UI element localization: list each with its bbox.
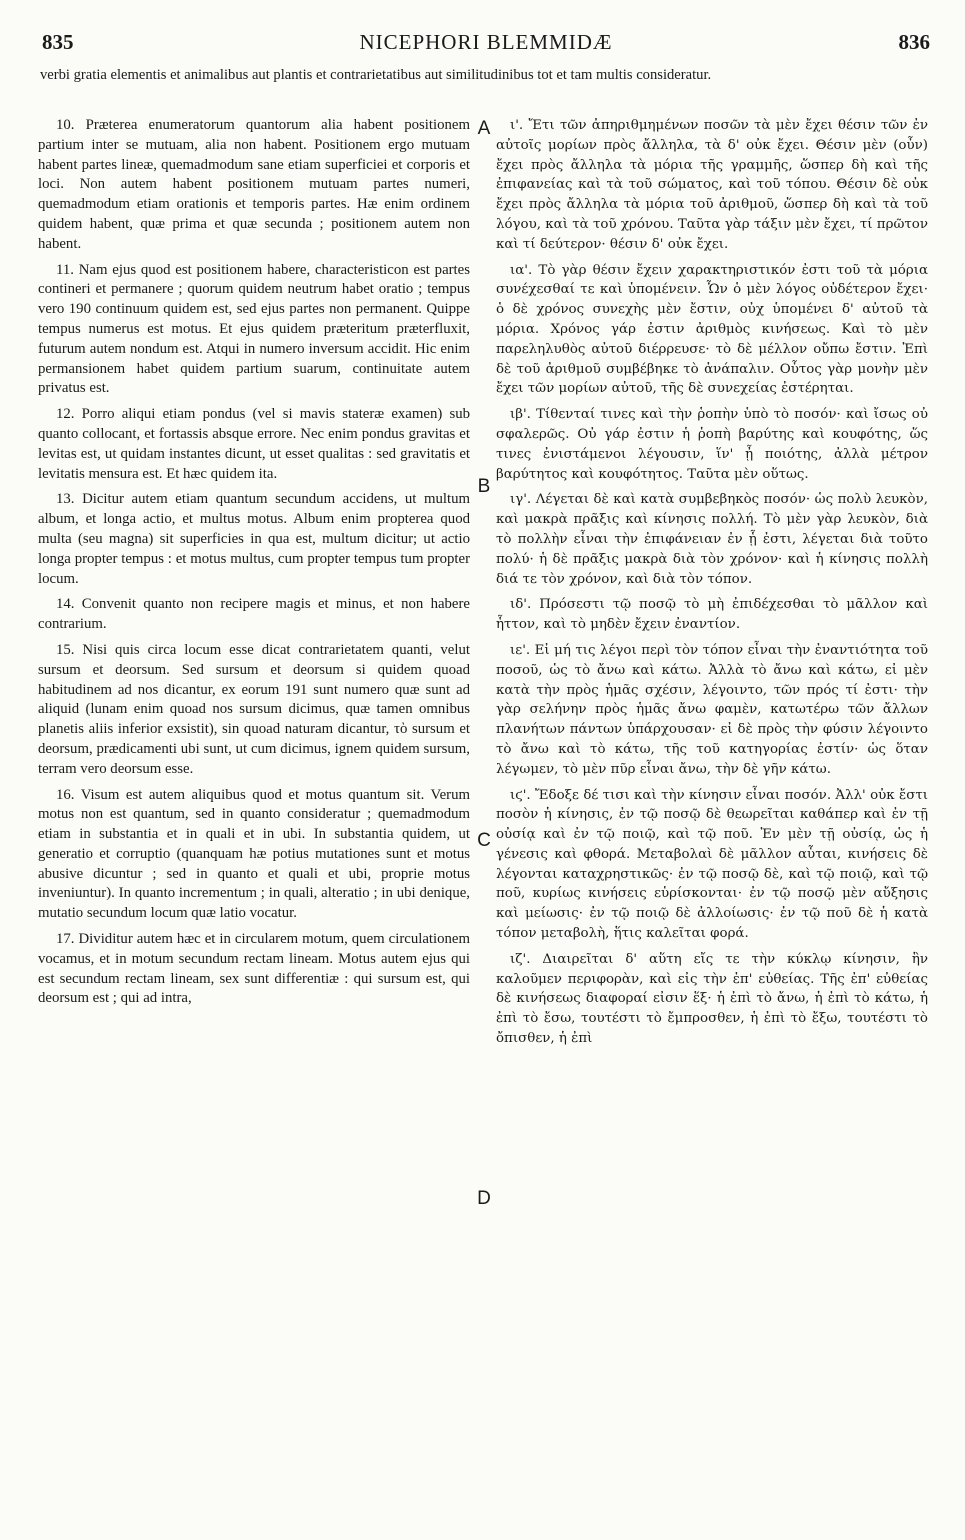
greek-paragraph-16: ιϛ'. Ἔδοξε δέ τισι καὶ τὴν κίνησιν εἶναι ποσόν. Ἀλλ' οὐκ ἔστι ποσὸν ἡ κίνησις, ἐν τῷ ποσῷ δὲ θεωρεῖται καθάπερ καὶ ἐν τῇ οὐσίᾳ καὶ ἐν τῷ ποιῷ, καὶ τῷ ποῦ. Ἐν μὲν τῇ οὐσίᾳ, ὡς ἡ γένεσις καὶ φθορά. Μεταβολαὶ δὲ μᾶλλον αὗται, κινήσεις δὲ λέγονται καταχρηστικῶς· ἐν τῷ ποσῷ δὲ, καὶ τῷ ποιῷ, καὶ τῷ ποῦ, κυρίως κινήσεις εὑρίσκονται· ἐν τῷ ποσῷ μὲν αὔξησις καὶ μείωσις· ἐν τῷ ποιῷ δὲ ἀλλοίωσις· ἐν τῷ ποῦ δὲ ἡ κατὰ τόπον μεταβολὴ, ἥτις καλεῖται φορά. bbox=[496, 787, 928, 942]
margin-mark-a: A bbox=[477, 118, 491, 139]
margin-mark-d: D bbox=[477, 1188, 491, 1209]
page-number-right: 836 bbox=[898, 30, 930, 54]
greek-paragraph-15: ιε'. Εἰ μή τις λέγοι περὶ τὸν τόπον εἶναι τὴν ἐναντιότητα τοῦ ποσοῦ, ὡς τὸ ἄνω καὶ κάτω. Ἀλλὰ τὸ ἄνω καὶ κάτω, εἰ μὲν κατὰ τὴν πρὸς ἡμᾶς σχέσιν, λέγοιντο, τῶν πρός τί ἐστι· τὴν γὰρ σελήνην πρὸς ἡμᾶς ἄνω φαμὲν, κατωτέρω τῶν ἄλλων πλανήτων πάντων ὑπάρχουσαν· εἰ δὲ πρὸς τὴν φύσιν λέγοιντο τὸ ἄνω καὶ τὸ κάτω, τῆς τοῦ κατηγορίας ἐστίν· ὡς ὅταν λέγωμεν, τὸ μὲν πῦρ εἶναι ἄνω, τὴν δὲ γῆν κάτω. bbox=[496, 642, 928, 777]
page-header bbox=[42, 30, 930, 58]
greek-paragraph-17: ιζ'. Διαιρεῖται δ' αὕτη εἴς τε τὴν κύκλῳ κίνησιν, ἣν καλοῦμεν περιφορὰν, καὶ εἰς τὴν ἐπ' εὐθείας. Τῆς ἐπ' εὐθείας δὲ κινήσεως διαφοραί εἰσιν ἕξ· ἡ ἐπὶ τὸ ἄνω, ἡ ἐπὶ τὸ κάτω, ἡ ἐπὶ τὸ ἔσω, τουτέστι τὸ ἔμπροσθεν, ἡ ἐπὶ τὸ ἔξω, τουτέστι τὸ ὄπισθεν, ἡ ἐπὶ bbox=[496, 951, 928, 1047]
greek-paragraph-10: ι'. Ἔτι τῶν ἀπηριθμημένων ποσῶν τὰ μὲν ἔχει θέσιν τῶν ἐν αὐτοῖς μορίων πρὸς ἄλληλα, τὰ δ' οὐκ ἔχει. Θέσιν μὲν (οὖν) ἔχει πρὸς ἄλληλα τὰ μόρια τῆς γραμμῆς, ὥσπερ δὴ καὶ τῆς ἐπιφανείας καὶ τὰ τοῦ σώματος, καὶ τοῦ τόπου. Θέσιν δὲ οὐκ ἔχει πρὸς ἄλληλα τὰ μόρια τοῦ ἀριθμοῦ, ὥσπερ δὴ καὶ τὰ τοῦ λόγου, καὶ τὰ τοῦ χρόνου. Ταῦτα γὰρ τάξιν μὲν ἔχει, τί πρῶτον καὶ τί δεύτερον· θέσιν δ' οὐκ ἔχει. bbox=[496, 118, 928, 252]
intro-line: verbi gratia elementis et animalibus aut plantis et contrarietatibus aut similitudinibus tot et tam multis consideratur. bbox=[40, 67, 712, 83]
latin-paragraph-14: 14. Convenit quanto non recipere magis et minus, et non habere contrarium. bbox=[38, 596, 470, 633]
greek-paragraph-12: ιβ'. Τίθενταί τινες καὶ τὴν ῥοπὴν ὑπὸ τὸ ποσόν· καὶ ἴσως οὐ σφαλερῶς. Οὐ γάρ ἐστιν ἡ ῥοπὴ βαρύτης καὶ κουφότης, ὥς τινες ἐνιστάμενοι λέγουσιν, ἵν' ᾖ ποιότης, ἀλλὰ μέτρον βαρύτητος καὶ κουφότητος. Ταῦτα μὲν οὕτως. bbox=[496, 407, 928, 482]
latin-paragraph-17: 17. Dividitur autem hæc et in circularem motum, quem circulationem vocamus, et in motum secundum rectam lineam. Motus autem ejus qui est secundum rectam lineam, sex sunt differentiæ : qui sursum est, qui deorsum est ; qui ad intra, bbox=[38, 931, 470, 1007]
greek-paragraph-13: ιγ'. Λέγεται δὲ καὶ κατὰ συμβεβηκὸς ποσόν· ὡς πολὺ λευκὸν, καὶ μακρὰ πρᾶξις καὶ κίνησις πολλή. Τὸ μὲν γὰρ λευκὸν, διὰ τὸ πολλὴν εἶναι τὴν ἐπιφάνειαν ἐν ᾗ ἐστι, λέγεται διὰ τοῦτο πολύ· ἡ δὲ πρᾶξις μακρὰ διὰ τὸν χρόνον· καὶ ἡ κίνησις πολλὴ διά τε τὸν χρόνον, καὶ διὰ τὸν τόπον. bbox=[496, 492, 928, 587]
margin-mark-b: B bbox=[477, 476, 491, 497]
latin-paragraph-15: 15. Nisi quis circa locum esse dicat contrarietatem quanti, velut sursum et deorsum. Sed sursum et deorsum si quidem quoad habitudinem ad nos dicantur, ex eorum 191 sunt numero quæ sunt ad aliquid (lunam enim quoad nos sursum dicimus, quæ tamen omnibus planetis aliis inferior exsistit), sin quoad naturam dicantur, τὸ sursum et deorsum, prædicamenti ubi sunt, ut cum dicimus, ignem quidem sursum, terram vero deorsum esse. bbox=[38, 641, 470, 777]
greek-paragraph-11: ια'. Τὸ γὰρ θέσιν ἔχειν χαρακτηριστικόν ἐστι τοῦ τὰ μόρια συνέχεσθαί τε καὶ ὑπομένειν. Ὧν ὁ μὲν λόγος οὐδέτερον ἔχει· ὁ δὲ χρόνος συνεχὴς μὲν ἔστιν, οὐχ ὑπομένει δ' αὐτοῦ τὰ μόρια. Χρόνος γάρ ἐστιν ἀριθμὸς κινήσεως. Καὶ τὸ μὲν παρεληλυθὸς αὐτοῦ διέρρευσε· τὸ δὲ μέλλον οὔπω ἔστιν. Ἐπὶ δὲ τοῦ ἀριθμοῦ συμβέβηκε τὸ ἀνάπαλιν. Οὗτος γὰρ μονὴν μὲν ἔχει τῶν μορίων αὐτοῦ, τῆς δὲ συνεχείας ἐστέρηται. bbox=[496, 262, 928, 397]
greek-paragraph-14: ιδ'. Πρόσεστι τῷ ποσῷ τὸ μὴ ἐπιδέχεσθαι τὸ μᾶλλον καὶ ἧττον, καὶ τὸ μηδὲν ἔχειν ἐναντίον. bbox=[496, 597, 928, 633]
latin-paragraph-10: 10. Præterea enumeratorum quantorum alia habent positionem partium inter se mutuam, alia non habent. Positionem ergo mutuam habent partes lineæ, quemadmodum sane etiam superficiei et corporis et loci. Non autem habent positionem mutuam partes numeri, quemadmodum etiam orationis et temporis partes. Hæ enim ordinem quidem habent, quæ prima et quæ secunda ; positionem autem non habent. bbox=[38, 117, 470, 252]
running-title: NICEPHORI BLEMMIDÆ bbox=[359, 30, 613, 54]
greek-column bbox=[496, 116, 928, 1055]
latin-paragraph-13: 13. Dicitur autem etiam quantum secundum accidens, ut multum album, et longa actio, et multus motus. Album enim propterea quod multa (seu magna) sit superficies in qua est, multum dicitur; ut actio longa propter tempus : et motus multus, cum propter tempus tum propter locum. bbox=[38, 491, 470, 587]
latin-paragraph-16: 16. Visum est autem aliquibus quod et motus quantum sit. Verum motus non est quantum, sed in quanto consideratur ; quemadmodum etiam in substantia et in quali et in ubi. In substantia quidem, ut generatio et corruptio (quanquam hæ potius mutationes sunt et motus abusive dicuntur ; sed in quanto et quali et ubi, proprie motus inveniuntur). In quanto incrementum ; in quali, alteratio ; in ubi denique, mutatio secundum locum quæ latio vocatur. bbox=[38, 786, 470, 922]
latin-paragraph-11: 11. Nam ejus quod est positionem habere, characteristicon est partes contineri et permanere ; quorum quidem neutrum habet oratio ; tempus vero 190 continuum quidem est, sed ejus partes non permanent. Quippe tempus numerus est motus. Et ejus quidem præteritum præterfluxit, futurum autem nondum est. Atqui in numero inversum accidit. Hic enim permansionem habet quidem partium suarum, continuitate autem privatus est. bbox=[38, 261, 470, 397]
latin-paragraph-12: 12. Porro aliqui etiam pondus (vel si mavis stateræ examen) sub quanto collocant, et fortassis absque errore. Nec enim pondus gravitas et levitas est, ut quidam instantes dicunt, ut esset qualitas : sed gravitatis et levitatis mensura est. Et hæc quidem ita. bbox=[38, 406, 470, 482]
margin-mark-c: C bbox=[477, 830, 491, 851]
latin-column bbox=[38, 116, 470, 1015]
page-number-left: 835 bbox=[42, 30, 74, 54]
